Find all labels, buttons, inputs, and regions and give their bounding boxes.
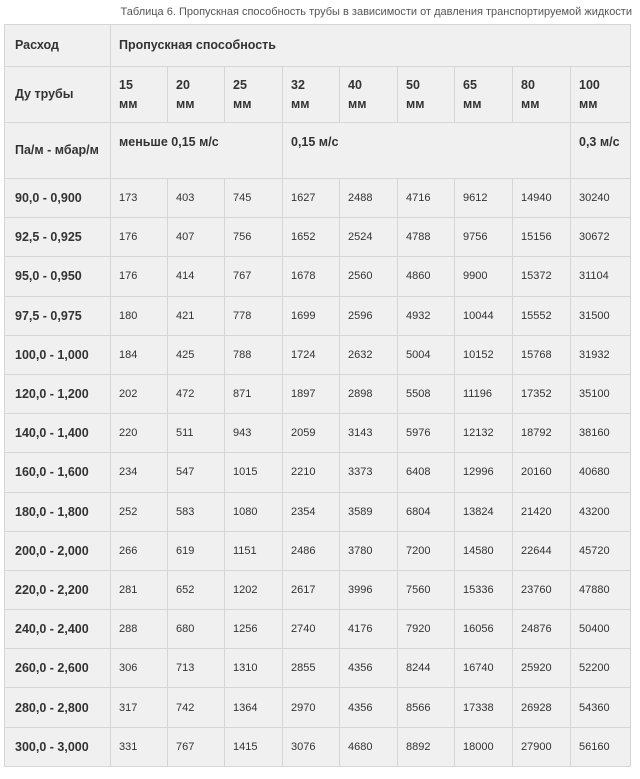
capacity-table: [4, 24, 631, 767]
table-cell: 472: [168, 374, 225, 413]
table-row: [5, 727, 631, 766]
row-label: 280,0 - 2,800: [5, 688, 111, 727]
table-cell: 14580: [455, 531, 513, 570]
table-cell: 1415: [225, 727, 283, 766]
diameter-65: 65 мм: [455, 67, 513, 123]
table-cell: 331: [111, 727, 168, 766]
table-cell: 17338: [455, 688, 513, 727]
table-cell: 10044: [455, 296, 513, 335]
table-cell: 2210: [283, 453, 340, 492]
table-cell: 21420: [513, 492, 571, 531]
table-cell: 4356: [340, 688, 398, 727]
table-cell: 22644: [513, 531, 571, 570]
table-cell: 288: [111, 610, 168, 649]
table-cell: 425: [168, 335, 225, 374]
table-cell: 421: [168, 296, 225, 335]
table-cell: 24876: [513, 610, 571, 649]
table-cell: 12996: [455, 453, 513, 492]
table-cell: 7920: [398, 610, 455, 649]
table-cell: 619: [168, 531, 225, 570]
table-cell: 9612: [455, 179, 513, 218]
table-cell: 16740: [455, 649, 513, 688]
table-cell: 943: [225, 414, 283, 453]
pressure-header: Па/м - мбар/м: [5, 123, 111, 179]
table-cell: 407: [168, 218, 225, 257]
table-cell: 54360: [571, 688, 631, 727]
table-cell: 1678: [283, 257, 340, 296]
table-cell: 180: [111, 296, 168, 335]
table-cell: 15336: [455, 570, 513, 609]
table-cell: 5976: [398, 414, 455, 453]
table-cell: 40680: [571, 453, 631, 492]
table-cell: 20160: [513, 453, 571, 492]
table-cell: 202: [111, 374, 168, 413]
table-cell: 767: [225, 257, 283, 296]
table-cell: 4860: [398, 257, 455, 296]
table-cell: 1364: [225, 688, 283, 727]
table-cell: 1080: [225, 492, 283, 531]
table-cell: 745: [225, 179, 283, 218]
table-cell: 52200: [571, 649, 631, 688]
table-cell: 56160: [571, 727, 631, 766]
table-cell: 5004: [398, 335, 455, 374]
table-cell: 7560: [398, 570, 455, 609]
row-label: 180,0 - 1,800: [5, 492, 111, 531]
table-cell: 306: [111, 649, 168, 688]
table-cell: 4176: [340, 610, 398, 649]
table-cell: 47880: [571, 570, 631, 609]
table-cell: 184: [111, 335, 168, 374]
table-cell: 1699: [283, 296, 340, 335]
table-cell: 266: [111, 531, 168, 570]
table-cell: 652: [168, 570, 225, 609]
table-cell: 4932: [398, 296, 455, 335]
table-cell: 13824: [455, 492, 513, 531]
table-cell: 45720: [571, 531, 631, 570]
header-row-diameter: [5, 67, 631, 123]
table-row: [5, 218, 631, 257]
row-label: 160,0 - 1,600: [5, 453, 111, 492]
diameter-32: 32 мм: [283, 67, 340, 123]
table-cell: 30240: [571, 179, 631, 218]
table-cell: 176: [111, 257, 168, 296]
flow-header: Расход: [5, 25, 111, 67]
table-row: [5, 610, 631, 649]
table-row: [5, 179, 631, 218]
table-cell: 756: [225, 218, 283, 257]
diameter-header: Ду трубы: [5, 67, 111, 123]
table-cell: 713: [168, 649, 225, 688]
table-cell: 403: [168, 179, 225, 218]
table-cell: 15768: [513, 335, 571, 374]
table-cell: 10152: [455, 335, 513, 374]
table-cell: 680: [168, 610, 225, 649]
table-cell: 3589: [340, 492, 398, 531]
table-cell: 18792: [513, 414, 571, 453]
table-row: [5, 374, 631, 413]
diameter-15: 15 мм: [111, 67, 168, 123]
diameter-20: 20 мм: [168, 67, 225, 123]
table-cell: 6408: [398, 453, 455, 492]
table-cell: 38160: [571, 414, 631, 453]
table-cell: 788: [225, 335, 283, 374]
table-cell: 1652: [283, 218, 340, 257]
table-cell: 2617: [283, 570, 340, 609]
table-cell: 1202: [225, 570, 283, 609]
table-cell: 173: [111, 179, 168, 218]
table-row: [5, 688, 631, 727]
table-cell: 3076: [283, 727, 340, 766]
table-cell: 2632: [340, 335, 398, 374]
table-cell: 15552: [513, 296, 571, 335]
table-cell: 583: [168, 492, 225, 531]
table-cell: 9900: [455, 257, 513, 296]
table-row: [5, 414, 631, 453]
table-cell: 30672: [571, 218, 631, 257]
table-cell: 2524: [340, 218, 398, 257]
table-cell: 2354: [283, 492, 340, 531]
table-cell: 8244: [398, 649, 455, 688]
table-cell: 2059: [283, 414, 340, 453]
table-cell: 234: [111, 453, 168, 492]
table-cell: 31104: [571, 257, 631, 296]
row-label: 220,0 - 2,200: [5, 570, 111, 609]
table-cell: 778: [225, 296, 283, 335]
table-cell: 767: [168, 727, 225, 766]
table-cell: 15372: [513, 257, 571, 296]
row-label: 95,0 - 0,950: [5, 257, 111, 296]
table-caption: Таблица 6. Пропускная способность трубы в зависимости от давления транспортируемой жидкости: [120, 6, 632, 18]
table-row: [5, 570, 631, 609]
table-cell: 35100: [571, 374, 631, 413]
table-cell: 16056: [455, 610, 513, 649]
row-label: 200,0 - 2,000: [5, 531, 111, 570]
table-cell: 1310: [225, 649, 283, 688]
table-cell: 176: [111, 218, 168, 257]
header-row-flow: [5, 25, 631, 67]
table-cell: 220: [111, 414, 168, 453]
diameter-100: 100 мм: [571, 67, 631, 123]
table-row: [5, 492, 631, 531]
speed-high: 0,3 м/с: [571, 123, 631, 179]
table-cell: 8566: [398, 688, 455, 727]
table-cell: 2596: [340, 296, 398, 335]
table-cell: 6804: [398, 492, 455, 531]
table-cell: 2898: [340, 374, 398, 413]
row-label: 92,5 - 0,925: [5, 218, 111, 257]
table-cell: 7200: [398, 531, 455, 570]
table-cell: 1151: [225, 531, 283, 570]
row-label: 120,0 - 1,200: [5, 374, 111, 413]
header-row-speed: [5, 123, 631, 179]
row-label: 97,5 - 0,975: [5, 296, 111, 335]
table-cell: 8892: [398, 727, 455, 766]
table-cell: 281: [111, 570, 168, 609]
table-cell: 17352: [513, 374, 571, 413]
table-cell: 871: [225, 374, 283, 413]
speed-low: меньше 0,15 м/с: [111, 123, 283, 179]
table-cell: 2560: [340, 257, 398, 296]
table-cell: 4356: [340, 649, 398, 688]
table-cell: 252: [111, 492, 168, 531]
table-cell: 5508: [398, 374, 455, 413]
diameter-80: 80 мм: [513, 67, 571, 123]
table-cell: 43200: [571, 492, 631, 531]
table-cell: 50400: [571, 610, 631, 649]
table-cell: 27900: [513, 727, 571, 766]
table-cell: 3780: [340, 531, 398, 570]
table-cell: 2970: [283, 688, 340, 727]
row-label: 260,0 - 2,600: [5, 649, 111, 688]
table-cell: 547: [168, 453, 225, 492]
diameter-50: 50 мм: [398, 67, 455, 123]
row-label: 300,0 - 3,000: [5, 727, 111, 766]
table-cell: 2740: [283, 610, 340, 649]
table-row: [5, 453, 631, 492]
table-cell: 414: [168, 257, 225, 296]
table-cell: 23760: [513, 570, 571, 609]
table-cell: 11196: [455, 374, 513, 413]
table-cell: 18000: [455, 727, 513, 766]
table-cell: 2486: [283, 531, 340, 570]
diameter-40: 40 мм: [340, 67, 398, 123]
table-cell: 4788: [398, 218, 455, 257]
row-label: 240,0 - 2,400: [5, 610, 111, 649]
table-cell: 1897: [283, 374, 340, 413]
table-cell: 1627: [283, 179, 340, 218]
row-label: 100,0 - 1,000: [5, 335, 111, 374]
table-cell: 4680: [340, 727, 398, 766]
row-label: 140,0 - 1,400: [5, 414, 111, 453]
diameter-25: 25 мм: [225, 67, 283, 123]
table-cell: 317: [111, 688, 168, 727]
capacity-header: Пропускная способность: [111, 25, 631, 67]
row-label: 90,0 - 0,900: [5, 179, 111, 218]
table-cell: 1015: [225, 453, 283, 492]
table-cell: 1256: [225, 610, 283, 649]
table-cell: 2488: [340, 179, 398, 218]
table-row: [5, 531, 631, 570]
table-cell: 4716: [398, 179, 455, 218]
table-cell: 31500: [571, 296, 631, 335]
table-cell: 25920: [513, 649, 571, 688]
table-row: [5, 296, 631, 335]
table-cell: 9756: [455, 218, 513, 257]
table-cell: 1724: [283, 335, 340, 374]
table-cell: 12132: [455, 414, 513, 453]
table-cell: 511: [168, 414, 225, 453]
table-cell: 26928: [513, 688, 571, 727]
table-cell: 3143: [340, 414, 398, 453]
table-cell: 742: [168, 688, 225, 727]
table-cell: 15156: [513, 218, 571, 257]
speed-mid: 0,15 м/с: [283, 123, 571, 179]
table-cell: 3373: [340, 453, 398, 492]
table-cell: 3996: [340, 570, 398, 609]
table-row: [5, 335, 631, 374]
table-row: [5, 257, 631, 296]
table-row: [5, 649, 631, 688]
table-cell: 2855: [283, 649, 340, 688]
table-cell: 14940: [513, 179, 571, 218]
table-cell: 31932: [571, 335, 631, 374]
